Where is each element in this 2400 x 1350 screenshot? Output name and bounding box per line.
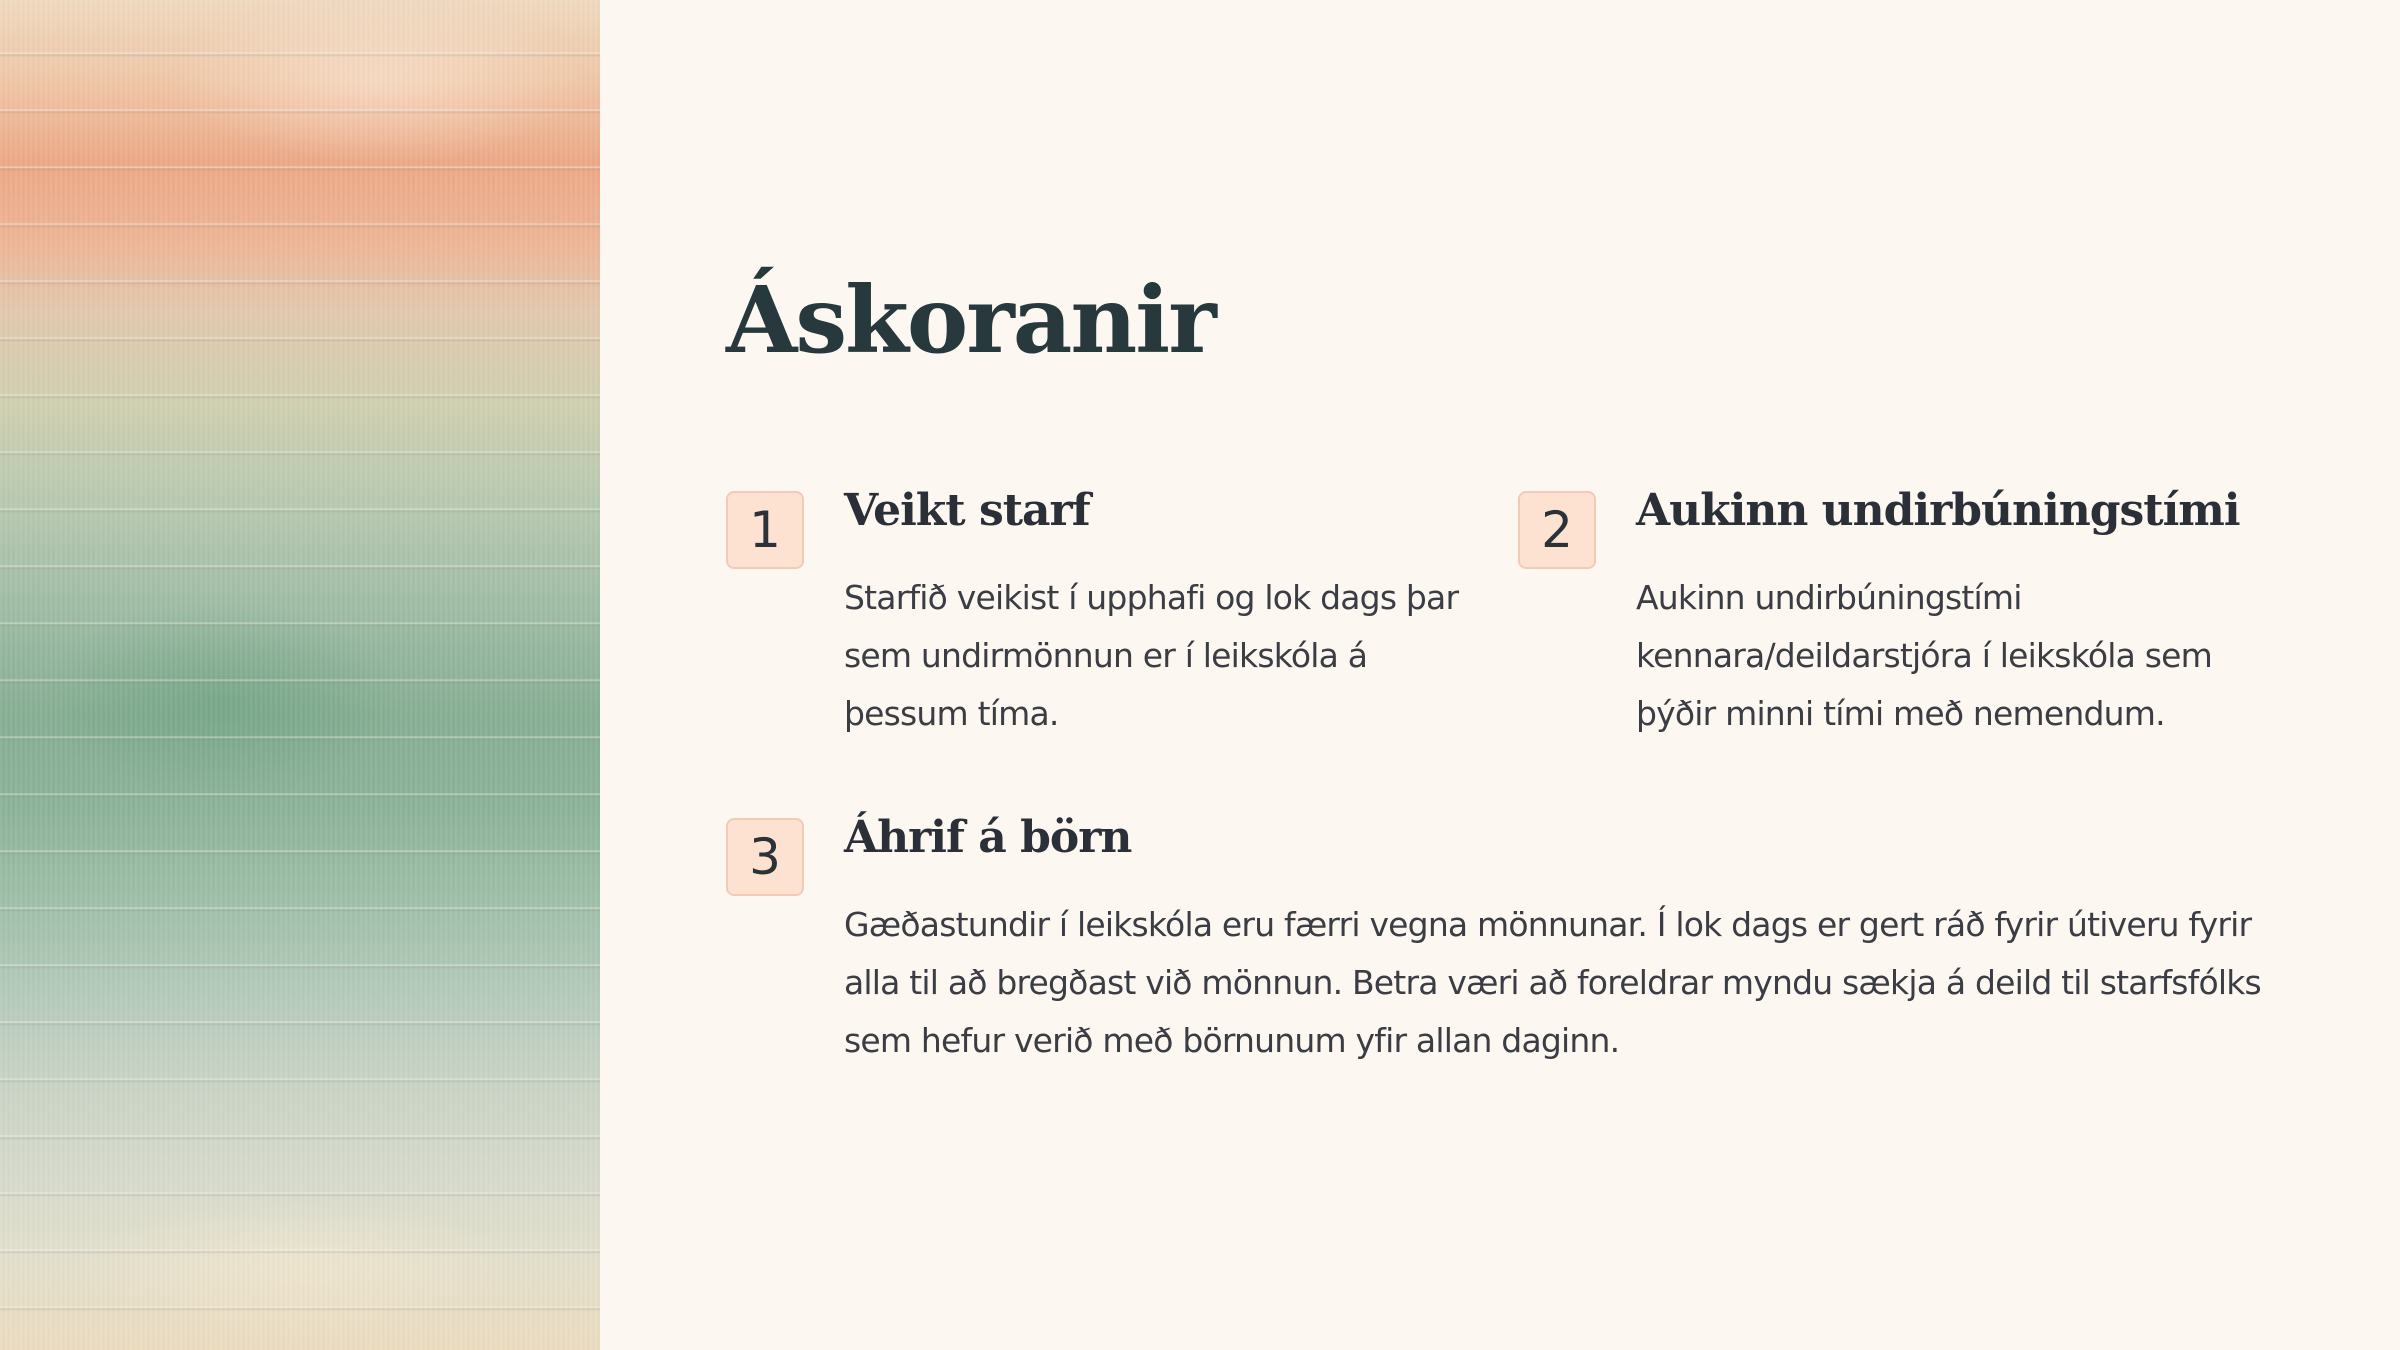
challenge-description: Gæðastundir í leikskóla eru færri vegna mönnunar. Í lok dags er gert ráð fyrir útiveru fyrir alla til að bregðast við mönnun. Betra væri að foreldrar myndu sækja á deild til starfsfólks sem hefur verið með börnunum yfir allan daginn. xyxy=(844,905,2261,1060)
image-texture xyxy=(0,0,600,1350)
challenge-description: Starfið veikist í upphafi og lok dags þar sem undirmönnun er í leikskóla á þessum tíma. xyxy=(844,578,1459,733)
slide-title: Áskoranir xyxy=(726,266,1215,374)
challenge-title: Aukinn undirbúningstími xyxy=(1636,485,2240,536)
decorative-gradient-image xyxy=(0,0,600,1350)
number-badge: 3 xyxy=(726,818,804,896)
challenge-title: Veikt starf xyxy=(844,485,1090,536)
challenge-description: Aukinn undirbúningstími kennara/deildarstjóra í leikskóla sem þýðir minni tími með nemendum. xyxy=(1636,578,2212,733)
challenge-title: Áhrif á börn xyxy=(844,812,1132,863)
number-badge: 1 xyxy=(726,491,804,569)
slide-content xyxy=(726,0,2286,1350)
number-badge: 2 xyxy=(1518,491,1596,569)
